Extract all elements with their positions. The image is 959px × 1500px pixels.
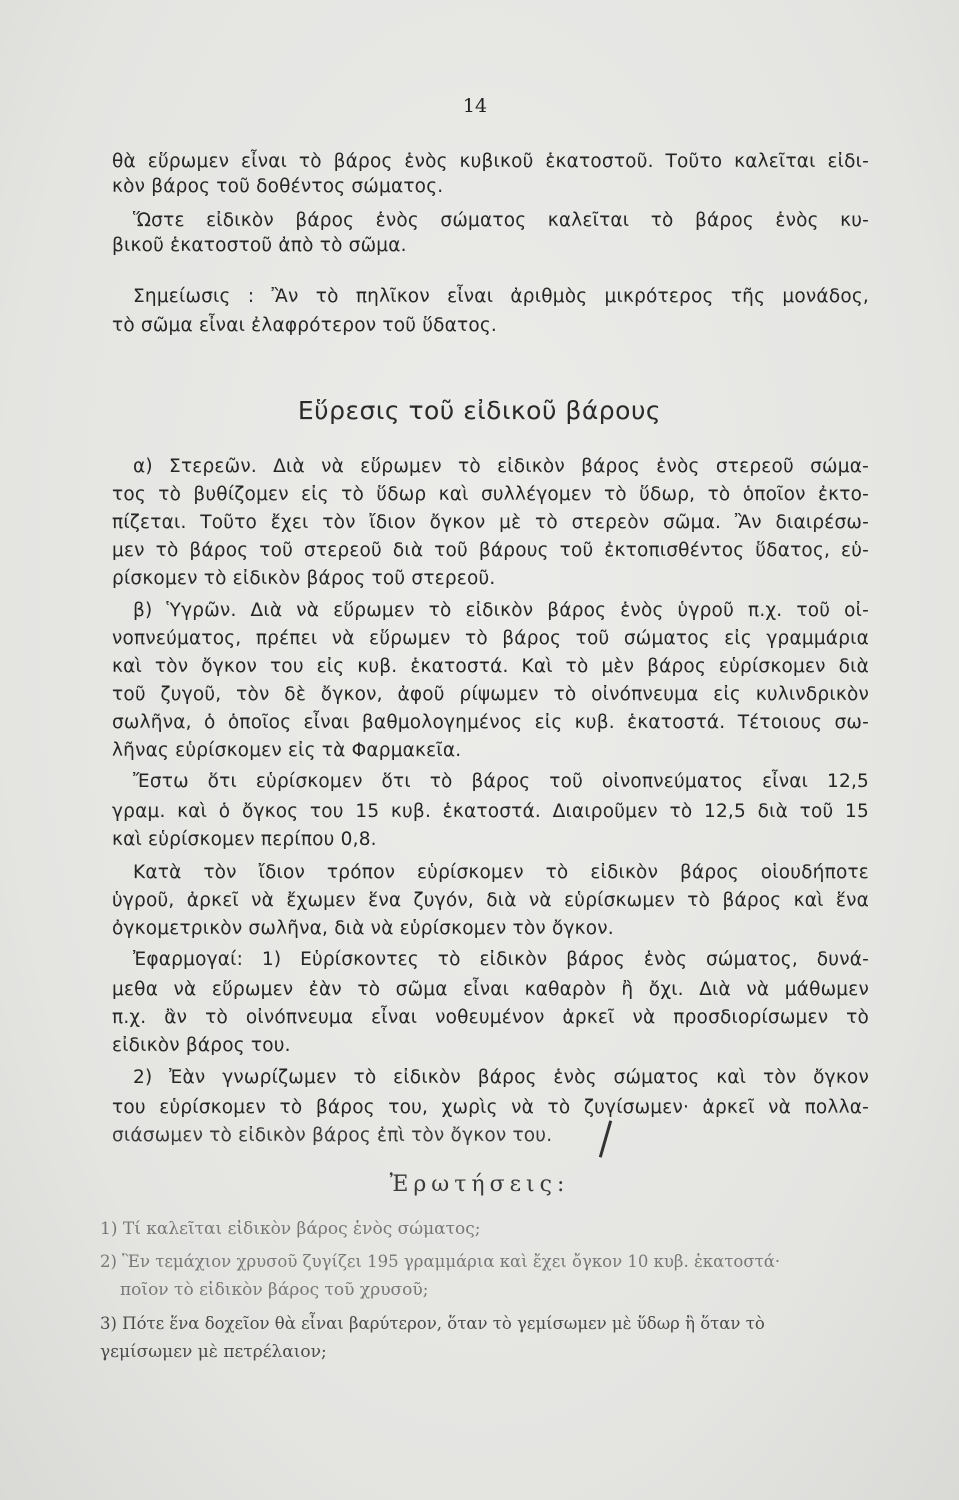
text-line: καὶ τὸν ὄγκον του εἰς κυβ. ἑκατοστά. Καὶ τὸ μὲν βάρος εὑρίσκομεν διὰ [112, 656, 869, 677]
text-line: του εὑρίσκομεν τὸ βάρος του, χωρὶς νὰ τὸ ζυγίσωμεν· ἀρκεῖ νὰ πολλα- [112, 1097, 869, 1118]
question-line: 1) Τί καλεῖται εἰδικὸν βάρος ἑνὸς σώματος; [100, 1219, 481, 1239]
question-line: 3) Πότε ἕνα δοχεῖον θὰ εἶναι βαρύτερον, ὅταν τὸ γεμίσωμεν μὲ ὕδωρ ἢ ὅταν τὸ [100, 1314, 765, 1333]
text-line: τος τὸ βυθίζομεν εἰς τὸ ὕδωρ καὶ συλλέγομεν τὸ ὕδωρ, τὸ ὁποῖον ἐκτο- [112, 484, 869, 505]
text-line: Ὥστε εἰδικὸν βάρος ἑνὸς σώματος καλεῖται τὸ βάρος ἑνὸς κυ- [133, 210, 869, 231]
note-line: τὸ σῶμα εἶναι ἐλαφρότερον τοῦ ὕδατος. [112, 315, 498, 336]
section-heading: Εὕρεσις τοῦ εἰδικοῦ βάρους [297, 396, 662, 425]
text-line: κὸν βάρος τοῦ δοθέντος σώματος. [112, 176, 444, 197]
text-line: ὑγροῦ, ἀρκεῖ νὰ ἔχωμεν ἕνα ζυγόν, διὰ νὰ εὑρίσκωμεν τὸ βάρος καὶ ἕνα [112, 890, 869, 911]
text-line: β) Ὑγρῶν. Διὰ νὰ εὕρωμεν τὸ εἰδικὸν βάρος ἑνὸς ὑγροῦ π.χ. τοῦ οἰ- [133, 600, 869, 621]
text-line: γραμ. καὶ ὁ ὄγκος του 15 κυβ. ἑκατοστά. Διαιροῦμεν τὸ 12,5 διὰ τοῦ 15 [112, 801, 869, 822]
text-line: πίζεται. Τοῦτο ἔχει τὸν ἴδιον ὄγκον μὲ τὸ στερεὸν σῶμα. Ἂν διαιρέσω- [112, 512, 869, 533]
text-line: μεθα νὰ εὕρωμεν ἐὰν τὸ σῶμα εἶναι καθαρὸν ἢ ὄχι. Διὰ νὰ μάθωμεν [112, 979, 869, 1000]
text-line: ρίσκομεν τὸ εἰδικὸν βάρος τοῦ στερεοῦ. [112, 568, 496, 589]
text-line: σιάσωμεν τὸ εἰδικὸν βάρος ἐπὶ τὸν ὄγκον του. [112, 1125, 553, 1146]
text-line: καὶ εὑρίσκομεν περίπου 0,8. [112, 829, 377, 850]
text-line: ὀγκομετρικὸν σωλῆνα, διὰ νὰ εὑρίσκομεν τὸν ὄγκον. [112, 918, 614, 939]
text-line: σωλῆνα, ὁ ὁποῖος εἶναι βαθμολογημένος εἰς κυβ. ἑκατοστά. Τέτοιους σω- [112, 712, 869, 733]
questions-heading: Ἐρωτήσεις: [389, 1172, 570, 1197]
question-line: γεμίσωμεν μὲ πετρέλαιον; [100, 1342, 327, 1362]
text-line: τοῦ ζυγοῦ, τὸν δὲ ὄγκον, ἀφοῦ ρίψωμεν τὸ οἰνόπνευμα εἰς κυλινδρικὸν [112, 684, 869, 705]
text-line: βικοῦ ἑκατοστοῦ ἀπὸ τὸ σῶμα. [112, 235, 407, 256]
text-line: Ἔστω ὅτι εὑρίσκομεν ὅτι τὸ βάρος τοῦ οἰνοπνεύματος εἶναι 12,5 [133, 771, 869, 792]
text-line: 2) Ἐὰν γνωρίζωμεν τὸ εἰδικὸν βάρος ἑνὸς σώματος καὶ τὸν ὄγκον [133, 1067, 869, 1088]
text-line: μεν τὸ βάρος τοῦ στερεοῦ διὰ τοῦ βάρους τοῦ ἐκτοπισθέντος ὕδατος, εὑ- [112, 540, 869, 561]
question-line: 2) Ἓν τεμάχιον χρυσοῦ ζυγίζει 195 γραμμάρια καὶ ἔχει ὄγκον 10 κυβ. ἑκατοστά· [100, 1252, 781, 1271]
text-line: α) Στερεῶν. Διὰ νὰ εὕρωμεν τὸ εἰδικὸν βάρος ἑνὸς στερεοῦ σώμα- [133, 456, 869, 477]
text-line: νοπνεύματος, πρέπει νὰ εὕρωμεν τὸ βάρος τοῦ σώματος εἰς γραμμάρια [112, 628, 869, 649]
text-line: π.χ. ἂν τὸ οἰνόπνευμα εἶναι νοθευμένον ἀρκεῖ νὰ προσδιορίσωμεν τὸ [112, 1007, 869, 1028]
text-line: εἰδικὸν βάρος του. [112, 1035, 291, 1056]
text-line: θὰ εὕρωμεν εἶναι τὸ βάρος ἑνὸς κυβικοῦ ἑκατοστοῦ. Τοῦτο καλεῖται εἰδι- [112, 151, 869, 172]
text-line: λῆνας εὑρίσκομεν εἰς τὰ Φαρμακεῖα. [112, 740, 462, 761]
page-number: 14 [462, 95, 488, 117]
note-line: Σημείωσις : Ἂν τὸ πηλῖκον εἶναι ἀριθμὸς μικρότερος τῆς μονάδος, [133, 286, 869, 307]
question-line: ποῖον τὸ εἰδικὸν βάρος τοῦ χρυσοῦ; [120, 1280, 429, 1300]
text-line: Ἐφαρμογαί: 1) Εὑρίσκοντες τὸ εἰδικὸν βάρος ἑνὸς σώματος, δυνά- [133, 949, 869, 970]
text-line: Κατὰ τὸν ἴδιον τρόπον εὑρίσκομεν τὸ εἰδικὸν βάρος οἱουδήποτε [133, 862, 869, 883]
